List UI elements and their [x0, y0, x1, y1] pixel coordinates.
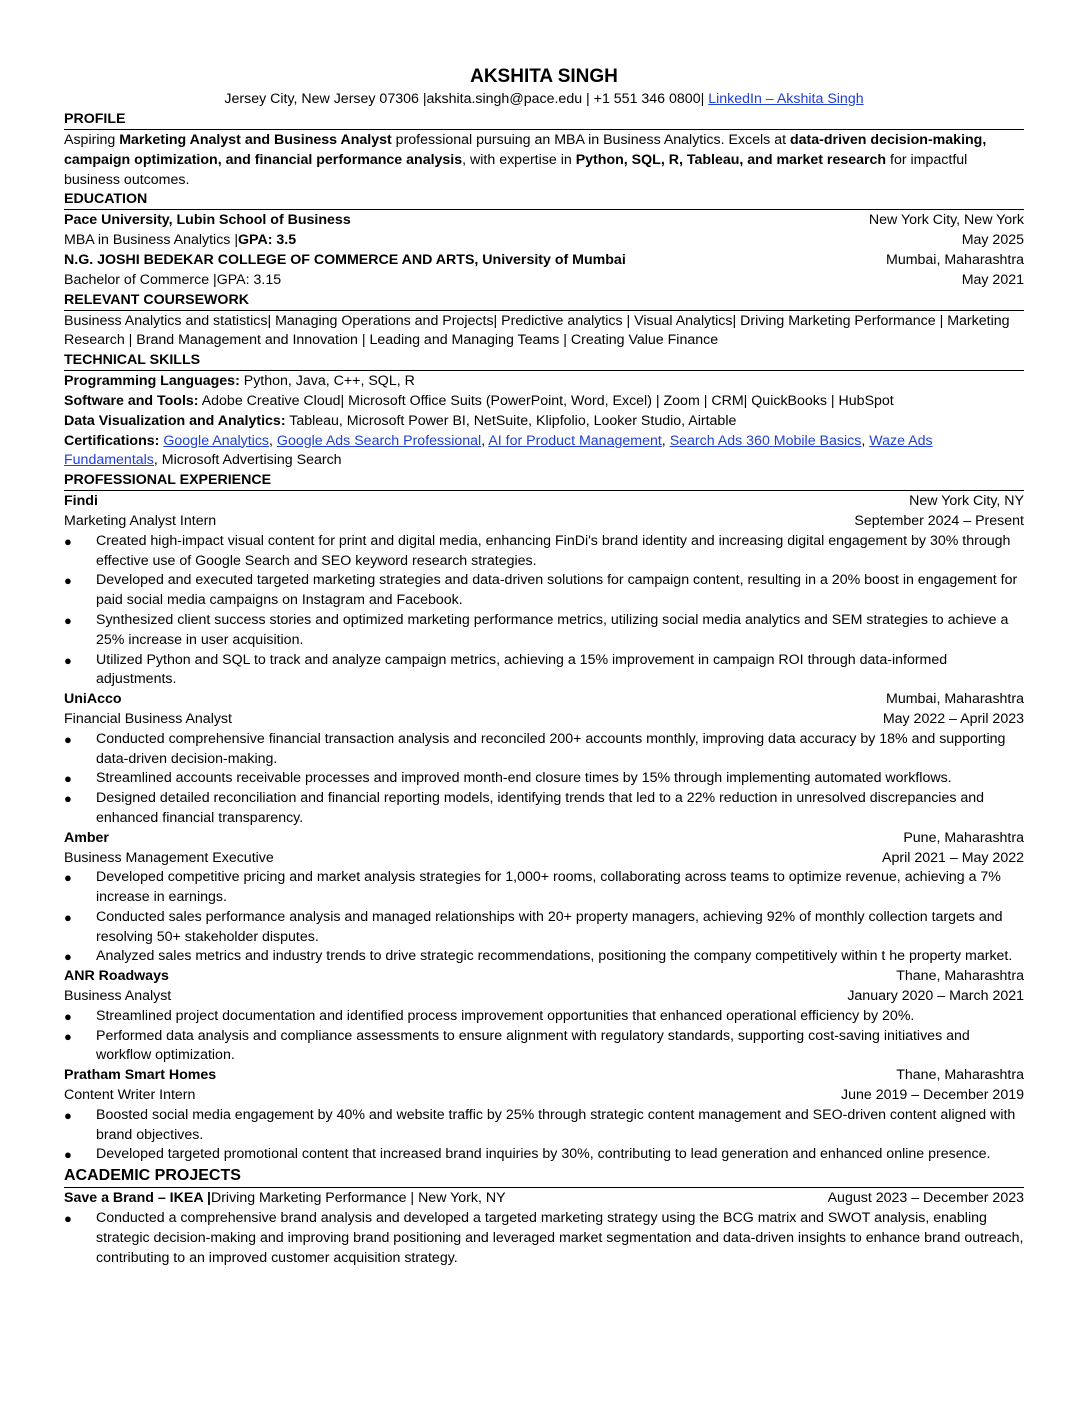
- school-location: Mumbai, Maharashtra: [886, 251, 1024, 268]
- gpa: GPA: 3.5: [238, 232, 297, 249]
- project-title: [64, 1189, 506, 1209]
- skill-label: Certifications:: [64, 432, 160, 449]
- skill-value: Python, Java, C++, SQL, R: [239, 373, 415, 390]
- job-title: Content Writer Intern: [64, 1087, 196, 1104]
- bullet-text: Designed detailed reconciliation and financial reporting models, identifying trends that led to a 22% reduction in unresolved discrepancies and enhanced financial transparency.: [96, 790, 985, 826]
- job-dates: May 2022 – April 2023: [882, 710, 1024, 727]
- bullet-text: Performed data analysis and compliance assessments to ensure alignment with regulatory standards, supporting cost-saving initiatives and workflow optimization.: [96, 1027, 970, 1064]
- profile-text-2: professional pursuing an MBA in Business Analytics. Excels at: [391, 132, 790, 148]
- contact-line: [64, 90, 1024, 110]
- certifications: Certifications: Google Analytics, Google Ads Search Professional, AI for Product Management, Search Ads 360 Mobile Basics, Waze Ads Fundamentals, Microsoft Advertising Search: [64, 432, 933, 469]
- job-location: Mumbai, Maharashtra: [886, 691, 1024, 708]
- job-dates: January 2020 – March 2021: [847, 988, 1024, 1005]
- job-title: Marketing Analyst Intern: [64, 512, 217, 529]
- bullet-text: Developed and executed targeted marketing strategies and data-driven solutions for campaign content, resulting in a 20% boost in engagement for paid social media campaigns on Instagram and Facebook.: [96, 572, 1018, 609]
- job-dates: April 2021 – May 2022: [882, 849, 1024, 866]
- list-item: [64, 611, 1024, 651]
- job-title-row: [64, 1086, 1024, 1106]
- company-name: Findi: [64, 493, 98, 510]
- bullet-icon: ●: [64, 791, 72, 807]
- job-bullets: [64, 1007, 1024, 1066]
- education-row: [64, 231, 1024, 251]
- bullet-icon: ●: [64, 909, 72, 925]
- bullet-text: Streamlined project documentation and identified process improvement opportunities that enhanced operational efficiency by 20%.: [96, 1007, 915, 1024]
- project-dates: August 2023 – December 2023: [827, 1190, 1024, 1207]
- profile-text-3: , with expertise in: [462, 151, 576, 168]
- job-title: Business Analyst: [64, 988, 172, 1005]
- bullet-icon: ●: [64, 771, 72, 787]
- job-title-row: [64, 710, 1024, 730]
- bullet-icon: ●: [64, 612, 72, 628]
- bullet-text: Conducted a comprehensive brand analysis and developed a targeted marketing strategy using the BCG matrix and SWOT analysis, enabling strategic decision-making and improving brand positioning and leveraged market segmentation and data-driven insights to enhance brand outreach, contributing to an improved customer acquisition strategy.: [96, 1210, 1024, 1266]
- coursework-heading: RELEVANT COURSEWORK: [64, 291, 1024, 311]
- experience-heading: PROFESSIONAL EXPERIENCE: [64, 471, 1024, 491]
- bullet-icon: ●: [64, 1211, 72, 1227]
- cert-link[interactable]: Google Ads Search Professional: [276, 432, 482, 449]
- projects-heading: ACADEMIC PROJECTS: [64, 1165, 1024, 1188]
- bullet-icon: ●: [64, 1008, 72, 1024]
- job-title-row: [64, 987, 1024, 1007]
- list-item: [64, 532, 1024, 572]
- skills-heading: TECHNICAL SKILLS: [64, 351, 1024, 371]
- experience-list: [64, 492, 1024, 1165]
- profile-bold-3: Python, SQL, R, Tableau, and market research: [575, 151, 887, 168]
- bullet-icon: ●: [64, 573, 72, 589]
- software-skills: [64, 392, 1024, 412]
- skill-label: Programming Languages:: [64, 373, 240, 390]
- skill-value: Adobe Creative Cloud| Microsoft Office Suits (PowerPoint, Word, Excel) | Zoom | CRM| QuickBooks | HubSpot: [198, 392, 894, 409]
- bullet-text: Boosted social media engagement by 40% and website traffic by 25% through strategic content management and SEO-driven content aligned with brand objectives.: [96, 1106, 1016, 1143]
- school-name: Pace University, Lubin School of Business: [64, 212, 351, 229]
- list-item: [64, 947, 1024, 967]
- education-row: [64, 211, 1024, 231]
- list-item: [64, 1106, 1024, 1146]
- job-title-row: [64, 512, 1024, 532]
- cert-link[interactable]: Search Ads 360 Mobile Basics: [669, 432, 862, 449]
- bullet-text: Utilized Python and SQL to track and analyze campaign metrics, achieving a 15% improvement in campaign ROI through data-informed adjustments.: [96, 651, 948, 688]
- job-location: Pune, Maharashtra: [903, 829, 1024, 846]
- degree: Bachelor of Commerce |GPA: 3.15: [64, 271, 282, 288]
- bullet-icon: ●: [64, 949, 72, 965]
- bullet-icon: ●: [64, 731, 72, 747]
- profile-summary: [64, 131, 1024, 190]
- graduation-date: May 2025: [961, 232, 1024, 249]
- job-title: Financial Business Analyst: [64, 710, 232, 727]
- contact-text: Jersey City, New Jersey 07306 |akshita.singh@pace.edu | +1 551 346 0800|: [224, 91, 705, 107]
- list-item: [64, 651, 1024, 691]
- education-row: [64, 251, 1024, 271]
- project-name: Save a Brand – IKEA |: [64, 1190, 211, 1207]
- job-header-row: [64, 690, 1024, 710]
- bullet-text: Created high-impact visual content for print and digital media, enhancing FinDi's brand identity and increasing digital engagement by 30% through effective use of Google Search and SEO keyword research strategies.: [96, 532, 1011, 569]
- bullet-text: Streamlined accounts receivable processes and improved month-end closure times by 15% through implementing automated workflows.: [96, 770, 952, 787]
- job-location: Thane, Maharashtra: [896, 968, 1024, 985]
- job-dates: September 2024 – Present: [854, 512, 1024, 529]
- cert-link[interactable]: AI for Product Management: [488, 432, 662, 449]
- profile-bold-1: Marketing Analyst and Business Analyst: [119, 132, 392, 148]
- skill-value: Tableau, Microsoft Power BI, NetSuite, Klipfolio, Looker Studio, Airtable: [285, 412, 737, 429]
- skill-label: Data Visualization and Analytics:: [64, 412, 286, 429]
- project-context: Driving Marketing Performance | New York, NY: [210, 1190, 506, 1207]
- project-row: [64, 1189, 1024, 1209]
- profile-text-4: for impactful business outcomes.: [64, 151, 968, 188]
- job-title: Business Management Executive: [64, 849, 274, 866]
- profile-text-1: Aspiring: [64, 132, 120, 148]
- list-item: [64, 1209, 1024, 1268]
- job-title-row: [64, 849, 1024, 869]
- job-dates: June 2019 – December 2019: [841, 1087, 1024, 1104]
- cert-link[interactable]: Waze Ads Fundamentals: [64, 432, 933, 469]
- job-header-row: [64, 829, 1024, 849]
- profile-heading: PROFILE: [64, 110, 1024, 130]
- list-item: [64, 571, 1024, 611]
- bullet-text: Analyzed sales metrics and industry trends to drive strategic recommendations, positioning the company competitively within t he property market.: [96, 948, 1013, 965]
- list-item: [64, 769, 1024, 789]
- degree-text: MBA in Business Analytics |: [64, 232, 239, 249]
- job-location: Thane, Maharashtra: [896, 1067, 1024, 1084]
- job-header-row: [64, 492, 1024, 512]
- bullet-text: Developed targeted promotional content that increased brand inquiries by 30%, contributing to lead generation and enhanced online presence.: [96, 1146, 991, 1163]
- company-name: ANR Roadways: [64, 968, 169, 985]
- programming-skills: [64, 372, 1024, 392]
- list-item: [64, 908, 1024, 948]
- cert-link[interactable]: Google Analytics: [163, 432, 270, 449]
- profile-bold-2: data-driven decision-making, campaign optimization, and financial performance analysis: [64, 132, 987, 168]
- resume-page: [64, 64, 1024, 1268]
- graduation-date: May 2021: [961, 271, 1024, 288]
- dataviz-skills: [64, 412, 1024, 432]
- company-name: Amber: [64, 829, 109, 846]
- bullet-text: Synthesized client success stories and optimized marketing performance metrics, utilizing social media analytics and SEM strategies to achieve a 25% increase in user acquisition.: [96, 611, 1009, 648]
- bullet-icon: ●: [64, 1147, 72, 1163]
- job-location: New York City, NY: [909, 493, 1024, 510]
- job-header-row: [64, 1066, 1024, 1086]
- company-name: UniAcco: [64, 691, 122, 708]
- job-bullets: [64, 730, 1024, 829]
- bullet-icon: ●: [64, 870, 72, 886]
- job-header-row: [64, 967, 1024, 987]
- education-heading: EDUCATION: [64, 190, 1024, 210]
- linkedin-link[interactable]: LinkedIn – Akshita Singh: [708, 91, 864, 107]
- job-bullets: [64, 868, 1024, 967]
- list-item: [64, 1007, 1024, 1027]
- school-name: N.G. JOSHI BEDEKAR COLLEGE OF COMMERCE AND ARTS, University of Mumbai: [64, 251, 626, 268]
- school-location: New York City, New York: [868, 212, 1024, 229]
- cert-tail: , Microsoft Advertising Search: [153, 452, 342, 469]
- bullet-icon: ●: [64, 533, 72, 549]
- degree: [64, 231, 296, 251]
- list-item: [64, 868, 1024, 908]
- list-item: [64, 1027, 1024, 1067]
- skill-label: Software and Tools:: [64, 392, 199, 409]
- coursework-list: Business Analytics and statistics| Managing Operations and Projects| Predictive analytics | Visual Analytics| Driving Marketing Performance | Marketing Research | Brand Management and Innovation | Leading and Managing Teams | Creating Value Finance: [64, 312, 1010, 349]
- list-item: [64, 730, 1024, 770]
- bullet-text: Conducted sales performance analysis and managed relationships with 20+ property managers, achieving 92% of monthly collection targets and resolving 50+ stakeholder disputes.: [96, 908, 1003, 945]
- bullet-text: Conducted comprehensive financial transaction analysis and reconciled 200+ accounts monthly, improving data accuracy by 18% and supporting data-driven decision-making.: [96, 730, 1006, 767]
- job-bullets: [64, 532, 1024, 690]
- bullet-text: Developed competitive pricing and market analysis strategies for 1,000+ rooms, collaborating across teams to optimize revenue, achieving a 7% increase in earnings.: [96, 869, 1001, 906]
- list-item: [64, 1145, 1024, 1165]
- job-bullets: [64, 1106, 1024, 1165]
- list-item: [64, 789, 1024, 829]
- project-bullets: [64, 1209, 1024, 1268]
- bullet-icon: ●: [64, 1028, 72, 1044]
- bullet-icon: ●: [64, 652, 72, 668]
- company-name: Pratham Smart Homes: [64, 1067, 217, 1084]
- candidate-name: AKSHITA SINGH: [470, 66, 618, 87]
- education-row: [64, 271, 1024, 291]
- bullet-icon: ●: [64, 1107, 72, 1123]
